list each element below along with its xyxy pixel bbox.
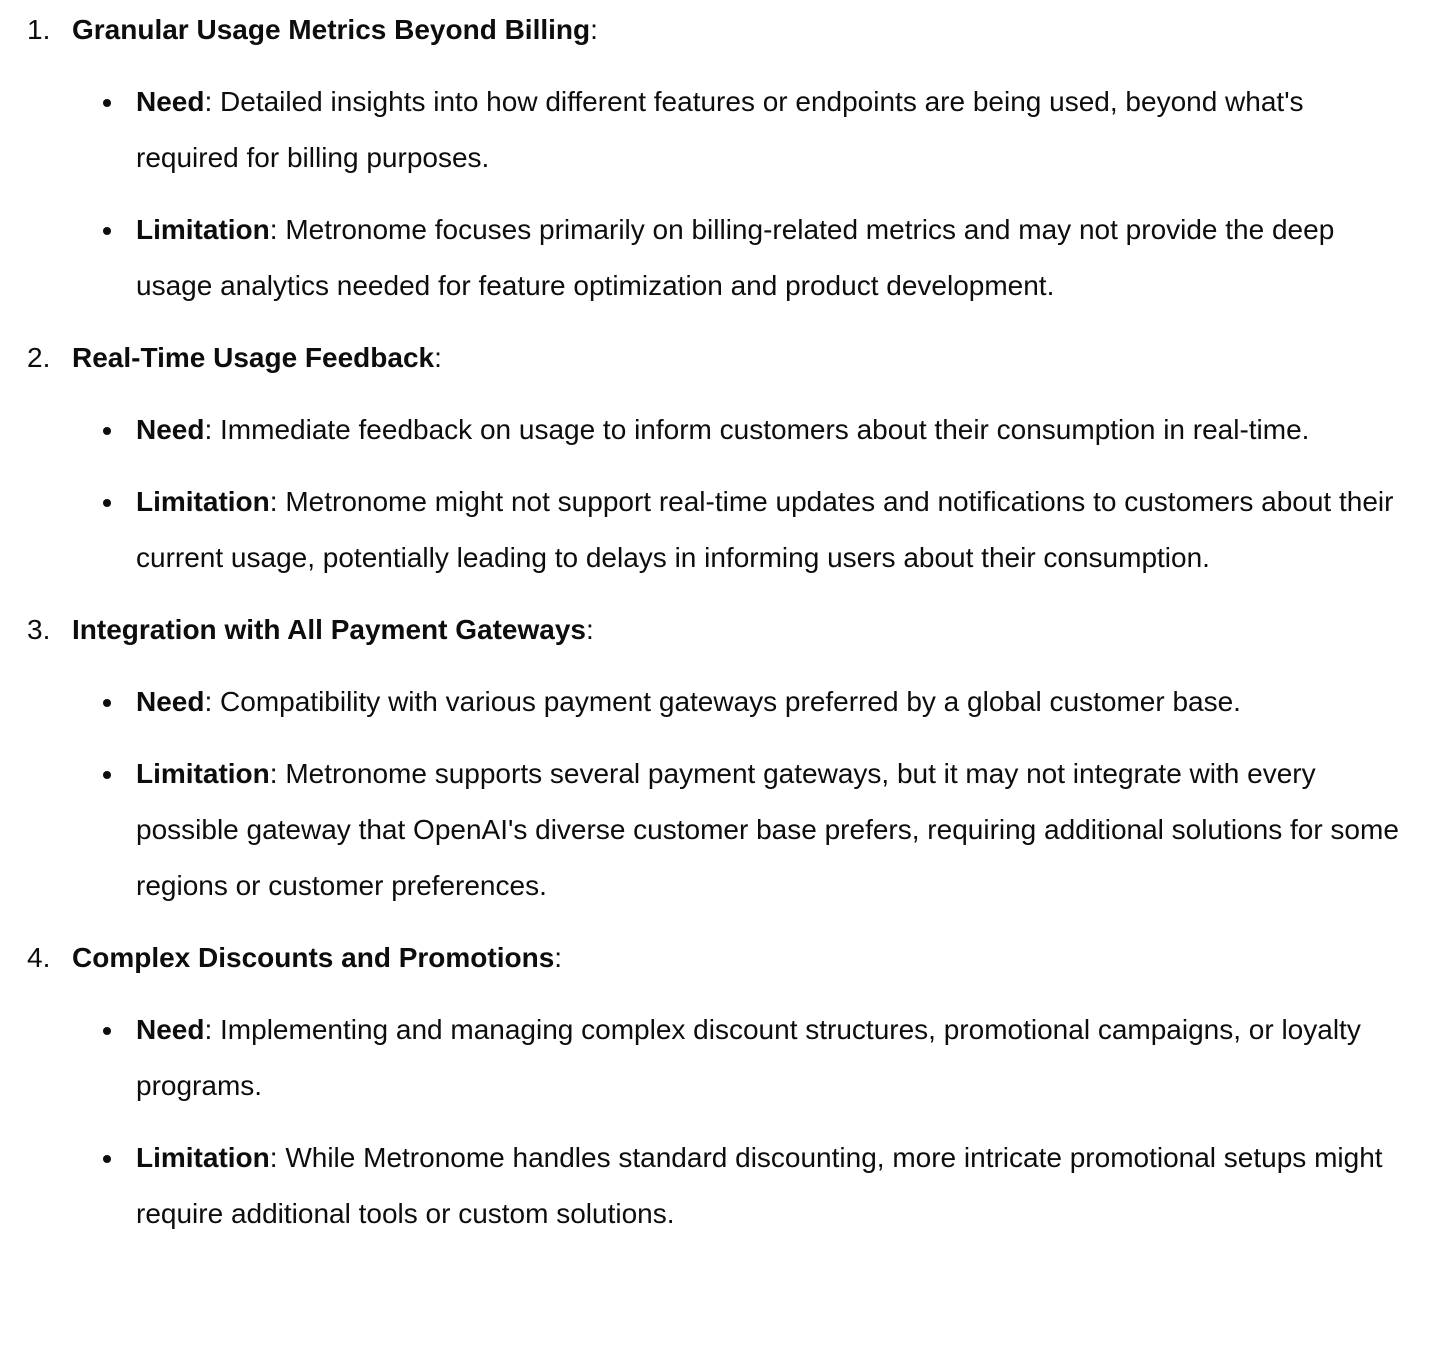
bullet-text xyxy=(136,74,1406,186)
bullet-icon xyxy=(103,1027,111,1035)
bullet-list xyxy=(100,402,1434,586)
heading-text: Granular Usage Metrics Beyond Billing xyxy=(72,14,591,45)
bullet-label: Need xyxy=(136,686,205,717)
bullet-body: : Metronome supports several payment gateways, but it may not integrate with every possible gateway that OpenAI's diverse customer base prefers, requiring additional solutions for some regions or customer preferences. xyxy=(136,758,1399,901)
heading-text: Real-Time Usage Feedback xyxy=(72,342,435,373)
bullet-marker xyxy=(100,746,136,779)
list-item-number: 3. xyxy=(27,614,51,645)
heading-colon: : xyxy=(554,942,563,973)
bullet-list xyxy=(100,74,1434,314)
list-item-heading xyxy=(72,930,1434,986)
list-item-heading xyxy=(72,330,1434,386)
list-item xyxy=(0,930,1448,1242)
heading-text: Complex Discounts and Promotions xyxy=(72,942,555,973)
bullet-label: Limitation xyxy=(136,1142,270,1173)
bullet-list xyxy=(100,674,1434,914)
list-item xyxy=(100,1130,1434,1242)
bullet-body: : While Metronome handles standard discounting, more intricate promotional setups might require additional tools or custom solutions. xyxy=(136,1142,1383,1229)
bullet-marker xyxy=(100,202,136,235)
heading-colon: : xyxy=(434,342,442,373)
list-item xyxy=(100,402,1434,458)
bullet-text xyxy=(136,1002,1406,1114)
bullet-icon xyxy=(103,1155,111,1163)
list-item xyxy=(0,2,1448,314)
list-item-heading xyxy=(72,2,1434,58)
bullet-text xyxy=(136,674,1406,730)
list-item xyxy=(100,202,1434,314)
bullet-text xyxy=(136,474,1406,586)
bullet-marker xyxy=(100,1002,136,1035)
list-item xyxy=(100,474,1434,586)
bullet-icon xyxy=(103,227,111,235)
list-item xyxy=(100,746,1434,914)
bullet-label: Limitation xyxy=(136,214,270,245)
list-item xyxy=(0,330,1448,586)
bullet-body: : Compatibility with various payment gateways preferred by a global customer base. xyxy=(204,686,1241,717)
bullet-label: Need xyxy=(136,86,205,117)
bullet-body: : Immediate feedback on usage to inform customers about their consumption in real-time. xyxy=(204,414,1310,445)
bullet-icon xyxy=(103,99,111,107)
list-item-number: 1. xyxy=(27,14,51,45)
heading-colon: : xyxy=(590,14,598,45)
bullet-icon xyxy=(103,771,111,779)
bullet-marker xyxy=(100,674,136,707)
heading-colon: : xyxy=(585,614,594,645)
bullet-label: Limitation xyxy=(136,758,270,789)
list-item-body xyxy=(72,930,1434,1242)
list-item-number: 4. xyxy=(27,942,51,973)
bullet-body: : Detailed insights into how different features or endpoints are being used, beyond what's required for billing purposes. xyxy=(136,86,1304,173)
list-item xyxy=(100,74,1434,186)
list-item-body xyxy=(72,602,1434,914)
list-item-body xyxy=(72,2,1434,314)
bullet-text xyxy=(136,202,1406,314)
bullet-icon xyxy=(103,427,111,435)
bullet-icon xyxy=(103,499,111,507)
bullet-text xyxy=(136,1130,1406,1242)
bullet-marker xyxy=(100,1130,136,1163)
bullet-text xyxy=(136,402,1406,458)
bullet-body: : Implementing and managing complex discount structures, promotional campaigns, or loyalty programs. xyxy=(136,1014,1361,1101)
bullet-marker xyxy=(100,402,136,435)
bullet-body: : Metronome might not support real-time updates and notifications to customers about their current usage, potentially leading to delays in informing users about their consumption. xyxy=(136,486,1394,573)
bullet-label: Need xyxy=(136,414,205,445)
bullet-list xyxy=(100,1002,1434,1242)
bullet-icon xyxy=(103,699,111,707)
bullet-marker xyxy=(100,74,136,107)
list-item-heading xyxy=(72,602,1434,658)
list-item xyxy=(0,602,1448,914)
bullet-text xyxy=(136,746,1406,914)
list-item xyxy=(100,1002,1434,1114)
bullet-label: Need xyxy=(136,1014,205,1045)
bullet-marker xyxy=(100,474,136,507)
list-item-number: 2. xyxy=(27,342,51,373)
document-body xyxy=(0,2,1448,1242)
bullet-label: Limitation xyxy=(136,486,270,517)
bullet-body: : Metronome focuses primarily on billing-related metrics and may not provide the deep usage analytics needed for feature optimization and product development. xyxy=(136,214,1335,301)
list-item-body xyxy=(72,330,1434,586)
heading-text: Integration with All Payment Gateways xyxy=(72,614,586,645)
list-item xyxy=(100,674,1434,730)
